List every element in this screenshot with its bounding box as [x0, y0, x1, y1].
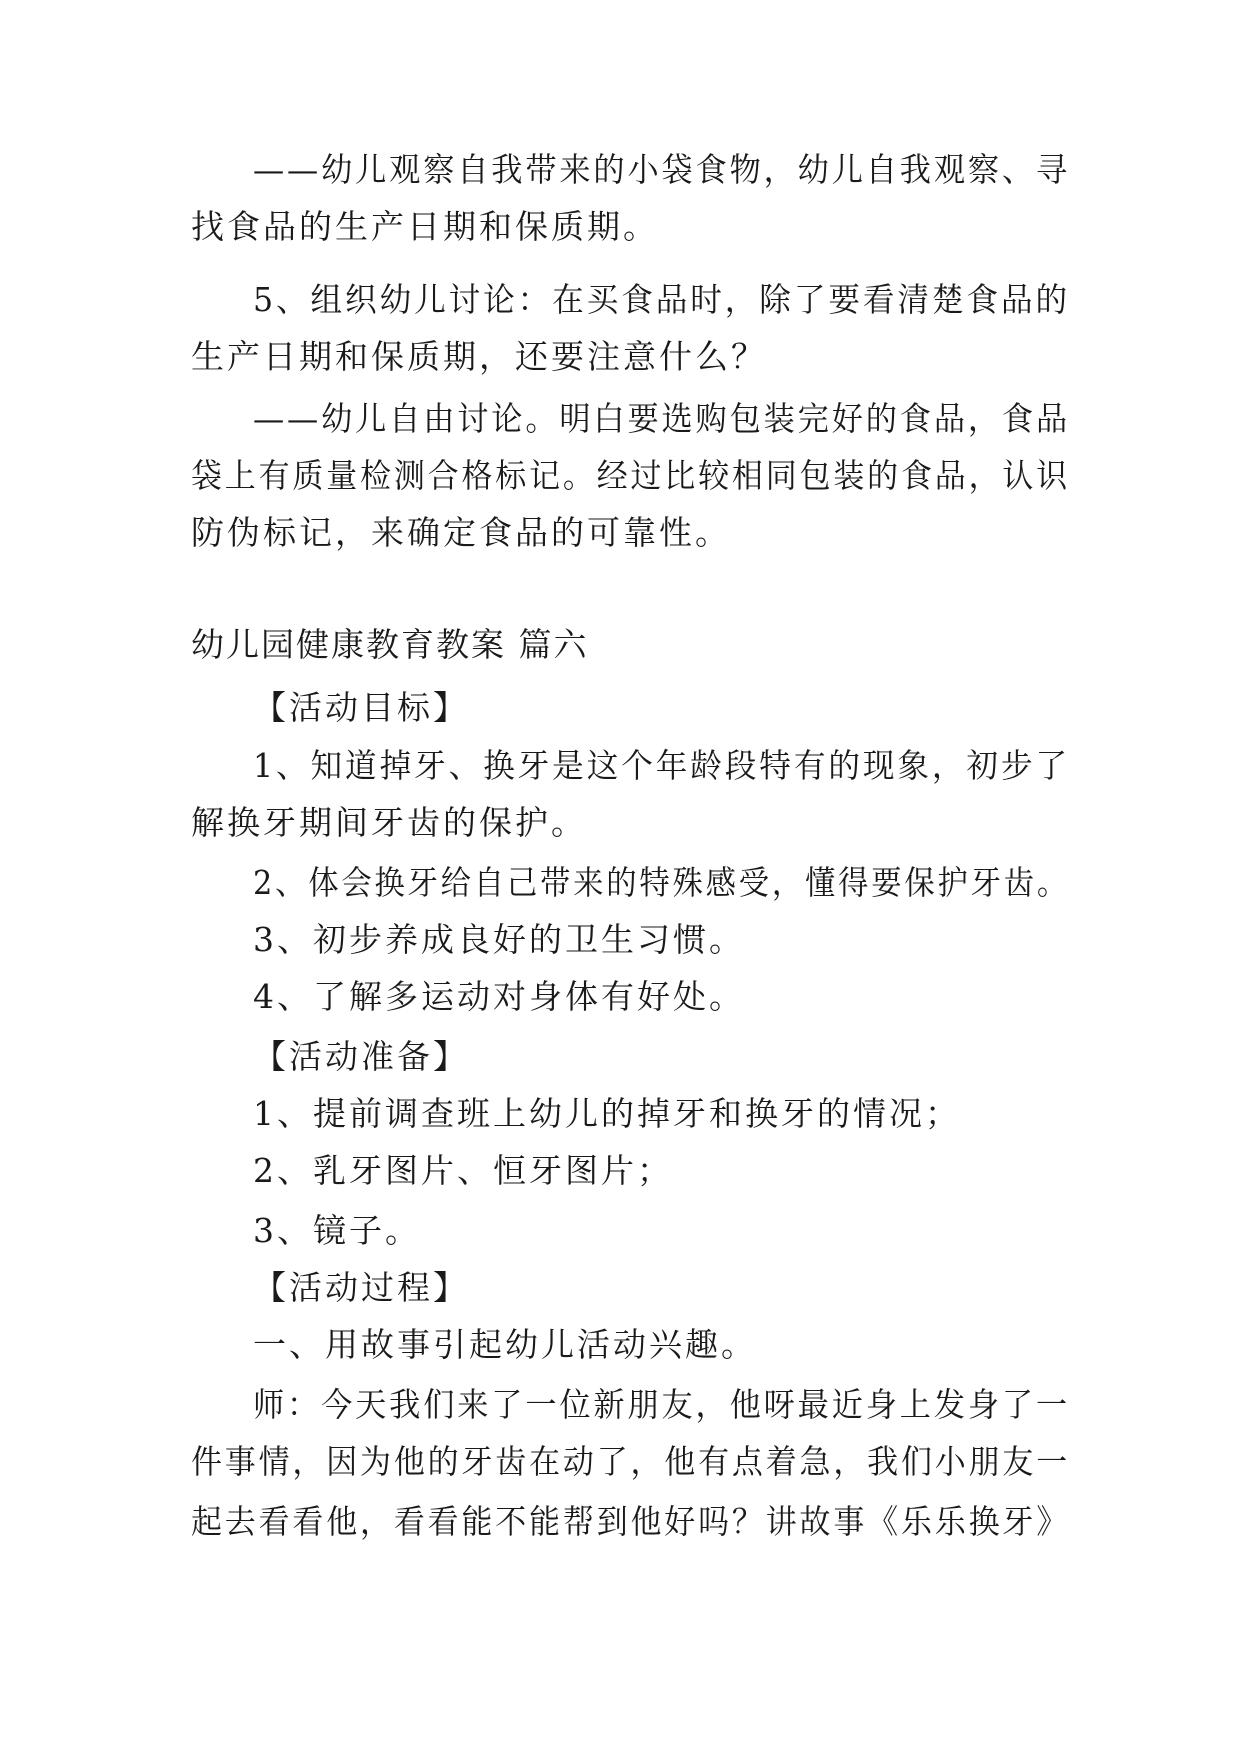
- paragraph-line: 2、体会换牙给自己带来的特殊感受，懂得要保护牙齿。: [253, 863, 1070, 902]
- paragraph-line: 3、镜子。: [253, 1211, 421, 1250]
- section-heading: 幼儿园健康教育教案 篇六: [191, 625, 589, 664]
- paragraph-line: 找食品的生产日期和保质期。: [191, 207, 659, 246]
- paragraph-line: 生产日期和保质期，还要注意什么？: [191, 337, 767, 376]
- paragraph-line: 2、乳牙图片、恒牙图片；: [253, 1151, 673, 1190]
- subsection-heading: 【活动过程】: [253, 1268, 469, 1307]
- paragraph-line: 一、用故事引起幼儿活动兴趣。: [253, 1325, 757, 1364]
- paragraph-line: 1、知道掉牙、换牙是这个年龄段特有的现象，初步了: [253, 746, 1070, 785]
- paragraph-line: 3、初步养成良好的卫生习惯。: [253, 920, 745, 959]
- paragraph-line: ——幼儿自由讨论。明白要选购包装完好的食品，食品: [253, 399, 1070, 438]
- paragraph-line: 5、组织幼儿讨论：在买食品时，除了要看清楚食品的: [253, 280, 1070, 319]
- paragraph-line: 防伪标记，来确定食品的可靠性。: [191, 513, 731, 552]
- paragraph-line: 袋上有质量检测合格标记。经过比较相同包装的食品，认识: [191, 456, 1070, 495]
- paragraph-line: 起去看看他，看看能不能帮到他好吗？讲故事《乐乐换牙》: [191, 1502, 1070, 1541]
- subsection-heading: 【活动准备】: [253, 1037, 469, 1076]
- paragraph-line: 1、提前调查班上幼儿的掉牙和换牙的情况；: [253, 1094, 961, 1133]
- paragraph-line: 4、了解多运动对身体有好处。: [253, 977, 745, 1016]
- paragraph-line: ——幼儿观察自我带来的小袋食物，幼儿自我观察、寻: [253, 150, 1070, 189]
- subsection-heading: 【活动目标】: [253, 688, 469, 727]
- paragraph-line: 件事情，因为他的牙齿在动了，他有点着急，我们小朋友一: [191, 1442, 1070, 1481]
- paragraph-line: 解换牙期间牙齿的保护。: [191, 803, 587, 842]
- paragraph-line: 师：今天我们来了一位新朋友，他呀最近身上发身了一: [253, 1385, 1070, 1424]
